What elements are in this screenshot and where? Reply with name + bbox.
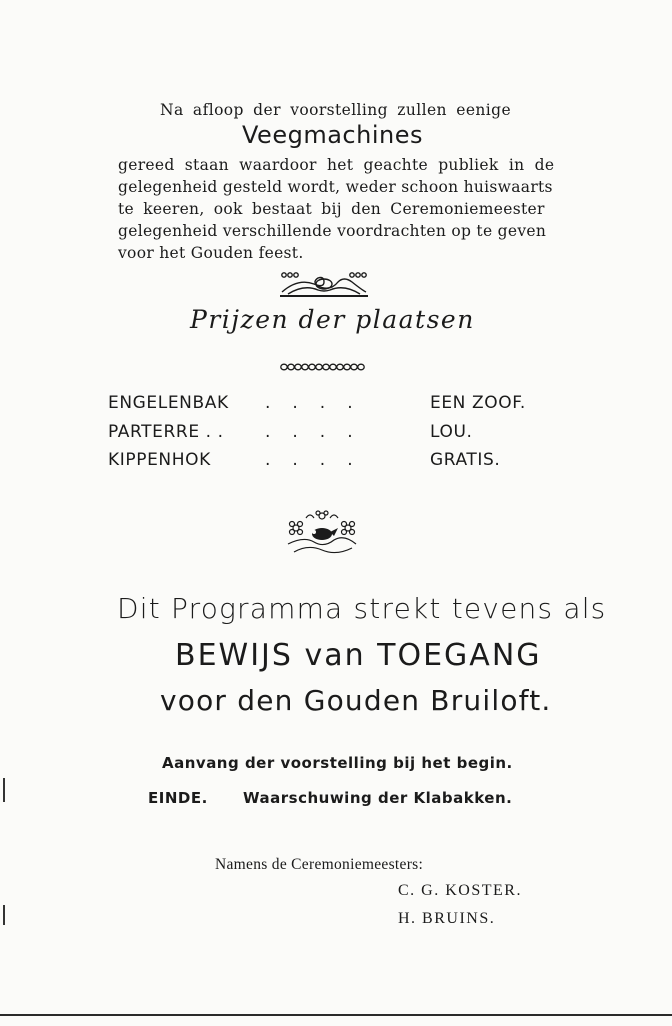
- intro-first-line: Na afloop der voorstelling zullen eenige: [160, 101, 512, 119]
- price-label-kippenhok: KIPPENHOK: [108, 450, 211, 470]
- program-line-2: BEWIJS van TOEGANG: [175, 638, 542, 673]
- price-value-engelenbak: EEN ZOOF.: [430, 393, 526, 413]
- scroll-ornament-icon: [278, 270, 370, 298]
- intro-line: te keeren, ook bestaat bij den Ceremoniemeester: [118, 200, 545, 218]
- price-leader: ....: [265, 450, 375, 470]
- edge-mark: [3, 905, 5, 925]
- aanvang-note: Aanvang der voorstelling bij het begin.: [162, 754, 513, 772]
- einde-label: EINDE.: [148, 789, 208, 807]
- price-label-parterre: PARTERRE . .: [108, 422, 224, 442]
- veegmachines-heading: Veegmachines: [242, 121, 423, 149]
- intro-line: gelegenheid verschillende voordrachten op te geven: [118, 222, 547, 240]
- namens-line: Namens de Ceremoniemeesters:: [215, 856, 424, 873]
- signatory-name: H. BRUINS.: [398, 910, 496, 927]
- price-label-engelenbak: ENGELENBAK: [108, 393, 229, 413]
- bottom-rule: [0, 1014, 672, 1016]
- program-line-3: voor den Gouden Bruiloft.: [160, 684, 552, 717]
- price-value-parterre: LOU.: [430, 422, 473, 442]
- floral-bird-ornament-icon: [284, 508, 360, 556]
- einde-warning: Waarschuwing der Klabakken.: [243, 789, 513, 807]
- chain-ornament-icon: [280, 362, 366, 372]
- price-leader: ....: [265, 422, 375, 442]
- intro-line: voor het Gouden feest.: [118, 244, 304, 262]
- intro-line: gereed staan waardoor het geachte publiek in de: [118, 156, 555, 174]
- edge-mark: [3, 778, 5, 802]
- program-line-1: Dit Programma strekt tevens als: [117, 592, 607, 625]
- price-value-kippenhok: GRATIS.: [430, 450, 501, 470]
- prices-heading: Prijzen der plaatsen: [190, 305, 475, 334]
- signatory-name: C. G. KOSTER.: [398, 882, 522, 899]
- intro-line: gelegenheid gesteld wordt, weder schoon huiswaarts: [118, 178, 553, 196]
- price-leader: ....: [265, 393, 375, 413]
